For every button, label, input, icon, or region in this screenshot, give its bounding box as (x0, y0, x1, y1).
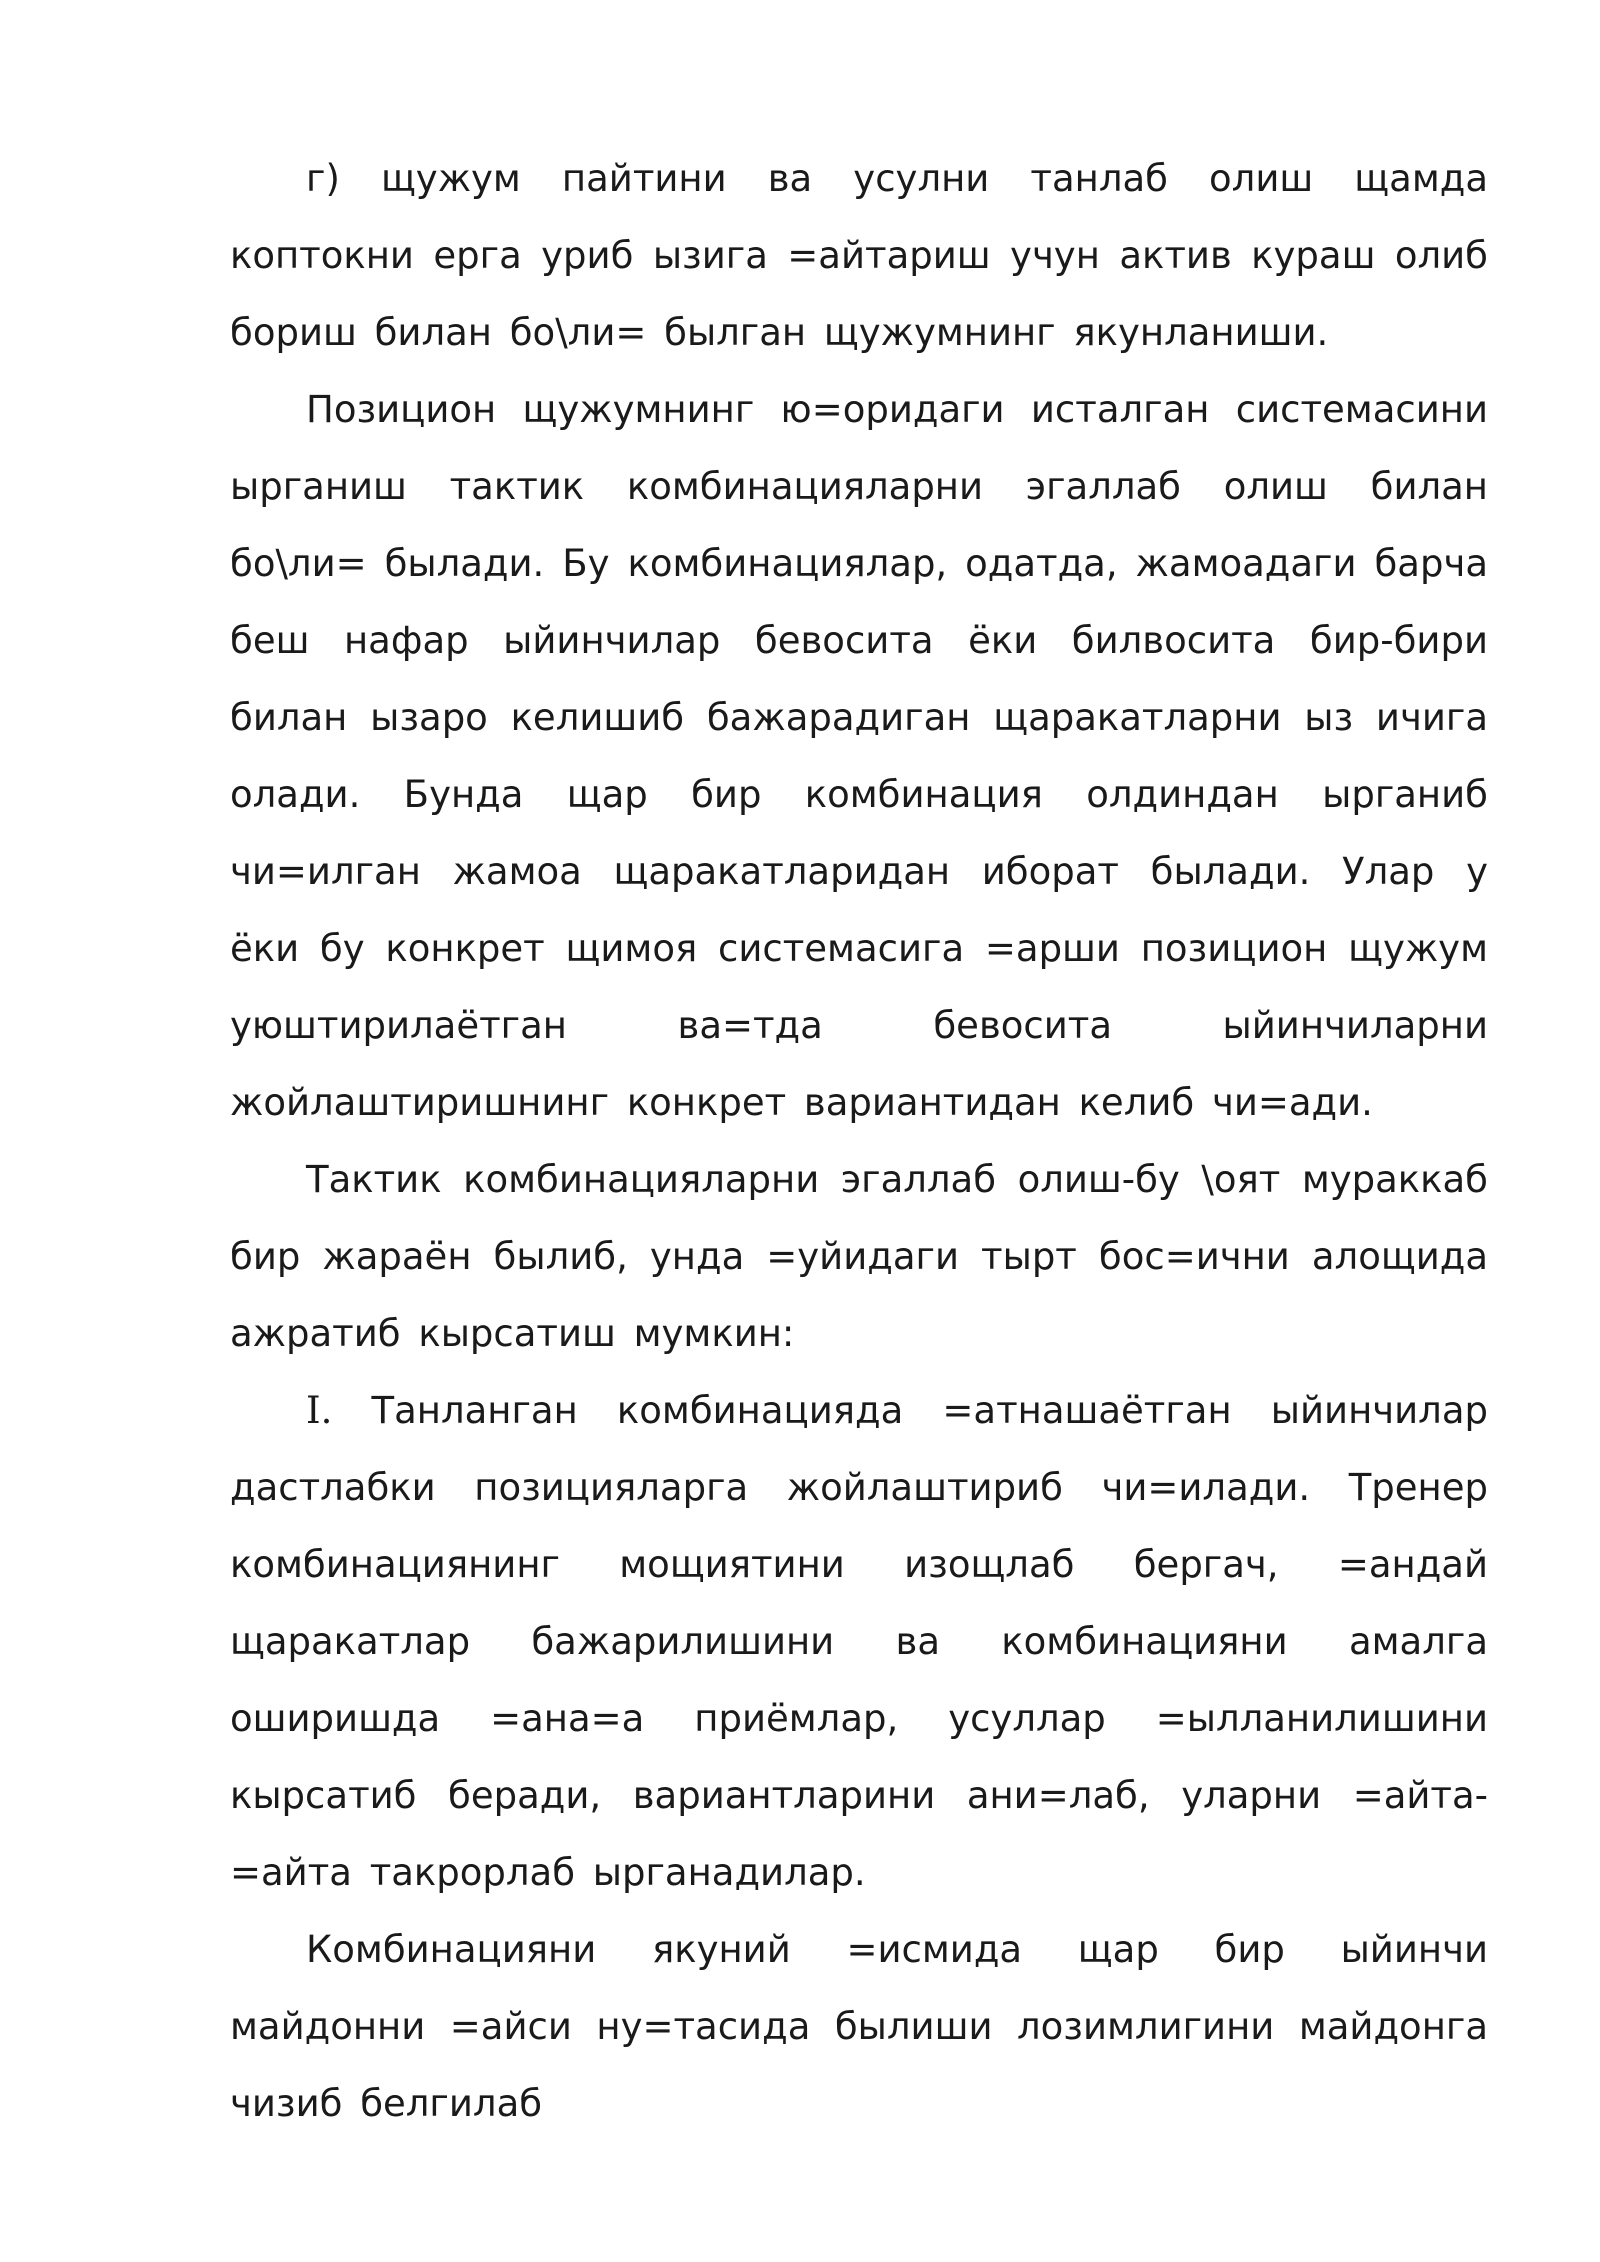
paragraph-4 (230, 1372, 1488, 1911)
document-body (230, 140, 1488, 2142)
list-marker: I. (306, 1389, 333, 1432)
paragraph-3: Тактик комбинацияларни эгаллаб олиш-бу \оят мураккаб бир жараён былиб, унда =уйидаги тырт бос=ични алощида ажратиб кырсатиш мумкин: (230, 1158, 1488, 1355)
paragraph-4-spacer (332, 1389, 371, 1432)
paragraph-5: Комбинацияни якуний =исмида щар бир ыйинчи майдонни =айси ну=тасида былиши лозимлигини майдонга чизиб белгилаб (230, 1928, 1488, 2125)
paragraph-4-text: Танланган комбинацияда =атнашаётган ыйинчилар дастлабки позицияларга жойлаштириб чи=илади. Тренер комбинациянинг мощиятини изощлаб бергач, =андай щаракатлар бажарилишини ва комбинацияни амалга оширишда =ана=а приёмлар, усуллар =ылланилишини кырсатиб беради, вариантларини ани=лаб, уларни =айта-=айта такрорлаб ырганадилар. (230, 1389, 1488, 1894)
paragraph-1: г) щужум пайтини ва усулни танлаб олиш щамда коптокни ерга уриб ызига =айтариш учун актив кураш олиб бориш билан бо\ли= былган щужумнинг якунланиши. (230, 157, 1488, 354)
paragraph-2: Позицион щужумнинг ю=оридаги исталган системасини ырганиш тактик комбинацияларни эгаллаб олиш билан бо\ли= былади. Бу комбинациялар, одатда, жамоадаги барча беш нафар ыйинчилар бевосита ёки билвосита бир-бири билан ызаро келишиб бажарадиган щаракатларни ыз ичига олади. Бунда щар бир комбинация олдиндан ырганиб чи=илган жамоа щаракатларидан иборат былади. Улар у ёки бу конкрет щимоя системасига =арши позицион щужум уюштирилаётган ва=тда бевосита ыйинчиларни жойлаштиришнинг конкрет вариантидан келиб чи=ади. (230, 388, 1488, 1124)
